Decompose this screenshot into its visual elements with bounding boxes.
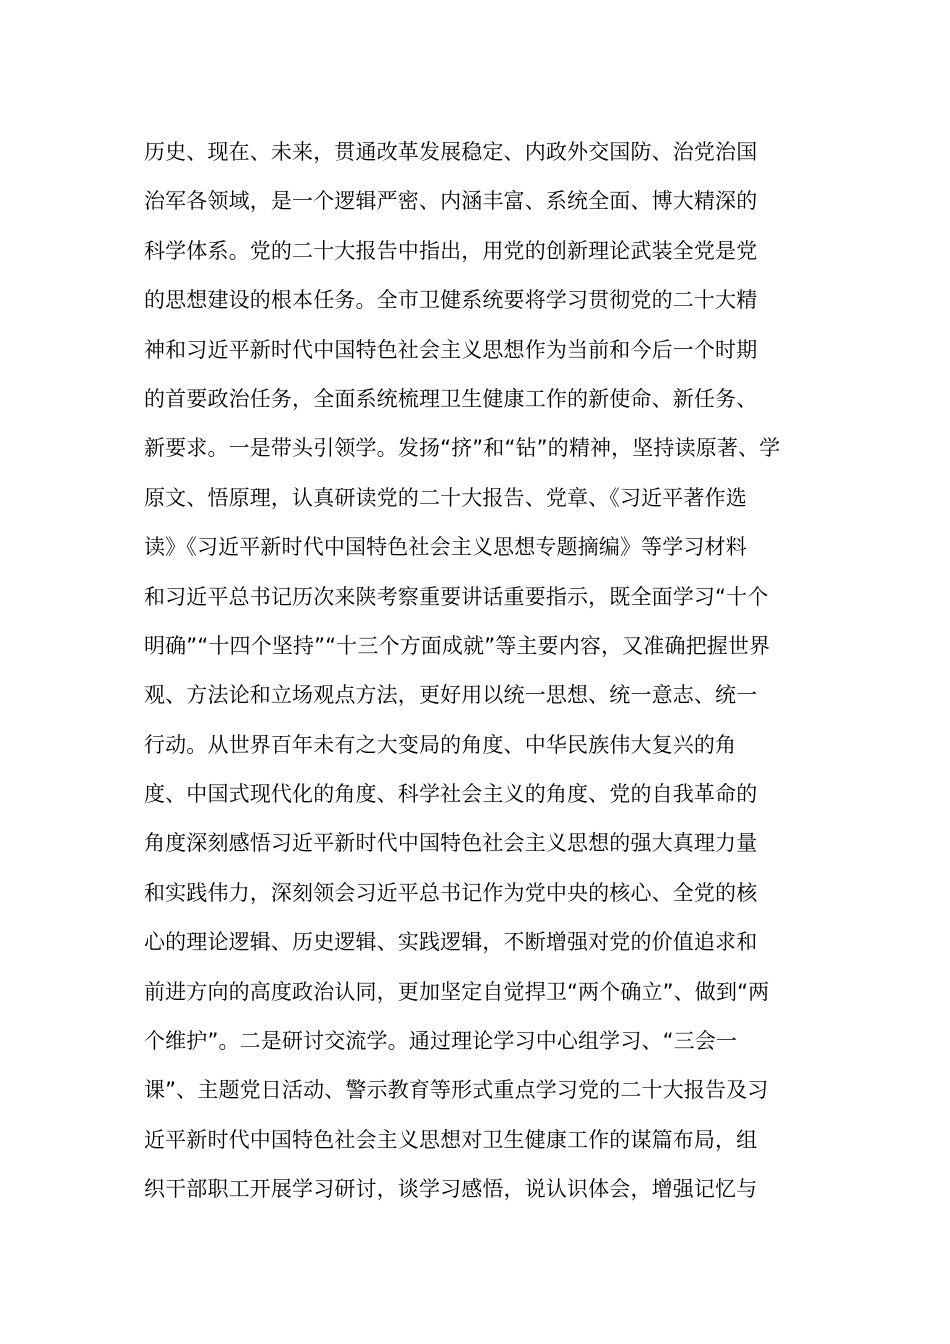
text-line: 课”、主题党日活动、警示教育等形式重点学习党的二十大报告及习 bbox=[144, 1078, 769, 1103]
text-line: 读》《习近平新时代中国特色社会主义思想专题摘编》等学习材料 bbox=[144, 535, 747, 560]
text-line: 的思想建设的根本任务。全市卫健系统要将学习贯彻党的二十大精 bbox=[144, 288, 758, 313]
text-line: 科学体系。党的二十大报告中指出，用党的创新理论武装全党是党 bbox=[144, 238, 758, 263]
text-line: 原文、悟原理，认真研读党的二十大报告、党章、《习近平著作选 bbox=[144, 485, 747, 510]
text-line: 明确”“十四个坚持”“十三个方面成就”等主要内容，又准确把握世界 bbox=[144, 633, 771, 658]
text-line: 心的理论逻辑、历史逻辑、实践逻辑，不断增强对党的价值追求和 bbox=[144, 930, 758, 955]
text-line: 新要求。一是带头引领学。发扬“挤”和“钻”的精神，坚持读原著、学 bbox=[144, 436, 781, 461]
text-line: 和习近平总书记历次来陕考察重要讲话重要指示，既全面学习“十个 bbox=[144, 584, 769, 609]
text-line: 和实践伟力，深刻领会习近平总书记作为党中央的核心、全党的核 bbox=[144, 880, 758, 905]
text-line: 度、中国式现代化的角度、科学社会主义的角度、党的自我革命的 bbox=[144, 782, 758, 807]
text-line: 观、方法论和立场观点方法，更好用以统一思想、统一意志、统一 bbox=[144, 683, 758, 708]
text-line: 前进方向的高度政治认同，更加坚定自觉捍卫“两个确立”、做到“两 bbox=[144, 979, 770, 1004]
text-line: 历史、现在、未来，贯通改革发展稳定、内政外交国防、治党治国 bbox=[144, 140, 758, 164]
text-line: 行动。从世界百年未有之大变局的角度、中华民族伟大复兴的角 bbox=[144, 732, 737, 757]
body-paragraph bbox=[144, 128, 824, 1215]
text-line: 神和习近平新时代中国特色社会主义思想作为当前和今后一个时期 bbox=[144, 337, 758, 362]
text-line: 角度深刻感悟习近平新时代中国特色社会主义思想的强大真理力量 bbox=[144, 831, 758, 856]
text-line: 织干部职工开展学习研讨，谈学习感悟，说认识体会，增强记忆与 bbox=[144, 1177, 758, 1202]
text-line: 治军各领域，是一个逻辑严密、内涵丰富、系统全面、博大精深的 bbox=[144, 189, 758, 214]
text-line: 近平新时代中国特色社会主义思想对卫生健康工作的谋篇布局，组 bbox=[144, 1127, 758, 1152]
text-line: 个维护”。二是研讨交流学。通过理论学习中心组学习、“三会一 bbox=[144, 1029, 738, 1054]
text-line: 的首要政治任务，全面系统梳理卫生健康工作的新使命、新任务、 bbox=[144, 386, 758, 411]
